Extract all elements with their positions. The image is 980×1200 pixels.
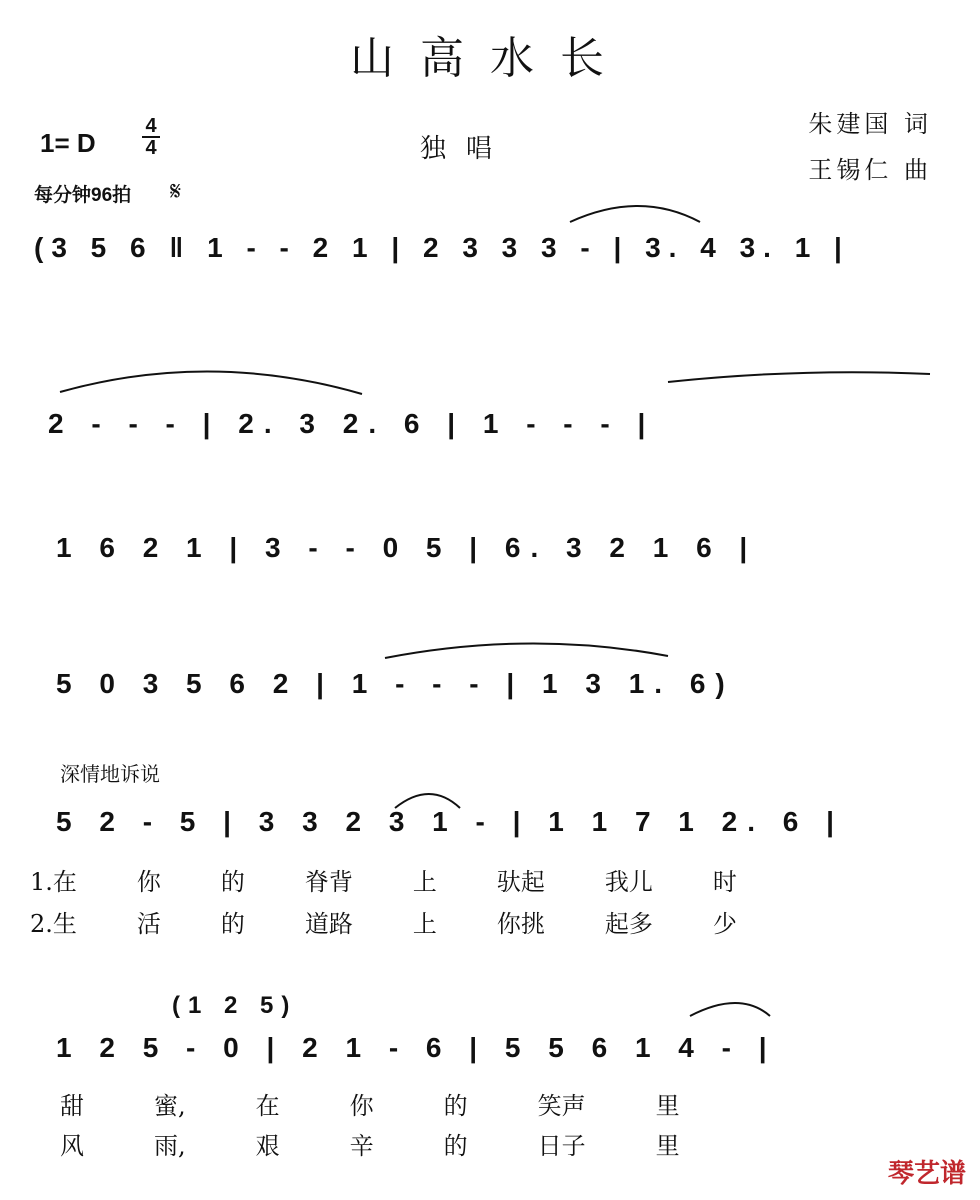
lyric: 辛 bbox=[349, 1132, 374, 1160]
lyric: 雨, bbox=[154, 1132, 186, 1160]
lyric: 蜜, bbox=[154, 1092, 186, 1120]
lyric: 1.在 bbox=[30, 868, 77, 896]
notation-row-4: 5 0 3 5 6 2 | 1 - - - | 1 3 1. 6) bbox=[56, 668, 735, 699]
lyric: 你挑 bbox=[496, 910, 545, 938]
lyric: 的 bbox=[443, 1132, 468, 1160]
lyric: 你 bbox=[349, 1092, 374, 1120]
site-watermark: 琴艺谱 bbox=[887, 1158, 966, 1188]
notation-row-5: 5 2 - 5 | 3 3 2 3 1 - | 1 1 7 1 2. 6 | bbox=[56, 806, 844, 837]
notation-row-6: 1 2 5 - 0 | 2 1 - 6 | 5 5 6 1 4 - | bbox=[56, 1032, 777, 1063]
lyric: 起多 bbox=[604, 910, 653, 938]
lyric: 脊背 bbox=[304, 868, 353, 896]
meter-bottom: 4 bbox=[142, 136, 160, 158]
lyrics-verse-1-b bbox=[60, 1086, 680, 1121]
lyric: 日子 bbox=[537, 1132, 586, 1160]
expression-mark: 深情地诉说 bbox=[60, 762, 160, 786]
lyric: 上 bbox=[412, 910, 437, 938]
notation-row-1: (3 5 6 ‖ 1 - - 2 1 | 2 3 3 3 - | 3. 4 3. 1 | bbox=[34, 232, 850, 263]
alternate-notes: (1 2 5) bbox=[172, 992, 298, 1019]
lyric: 活 bbox=[136, 910, 161, 938]
lyric: 的 bbox=[220, 868, 245, 896]
segno-icon: 𝄋 bbox=[170, 176, 182, 206]
lyric: 甜 bbox=[60, 1092, 84, 1120]
lyric: 你 bbox=[136, 868, 161, 896]
lyrics-verse-2 bbox=[30, 904, 737, 939]
composer-credit: 王锡仁 曲 bbox=[808, 156, 932, 184]
lyric: 驮起 bbox=[496, 868, 545, 896]
lyric: 里 bbox=[655, 1132, 680, 1160]
lyrics-verse-2-b bbox=[60, 1126, 680, 1161]
lyric: 上 bbox=[412, 868, 437, 896]
lyric: 艰 bbox=[255, 1132, 280, 1160]
meter-top: 4 bbox=[145, 115, 157, 137]
lyric: 风 bbox=[60, 1132, 84, 1160]
lyric: 的 bbox=[220, 910, 245, 938]
page-title: 山高水长 bbox=[350, 33, 630, 84]
lyric: 的 bbox=[443, 1092, 468, 1120]
lyric: 2.生 bbox=[30, 910, 77, 938]
lyric: 我儿 bbox=[604, 868, 653, 896]
key-signature: 1= D bbox=[40, 128, 96, 158]
lyric: 时 bbox=[712, 868, 737, 896]
lyricist-credit: 朱建国 词 bbox=[808, 110, 932, 138]
performance-style: 独唱 bbox=[420, 134, 513, 164]
notation-row-2: 2 - - - | 2. 3 2. 6 | 1 - - - | bbox=[48, 408, 656, 439]
notation-row-3: 1 6 2 1 | 3 - - 0 5 | 6. 3 2 1 6 | bbox=[56, 532, 758, 563]
lyric: 道路 bbox=[304, 910, 353, 938]
lyrics-verse-1 bbox=[30, 862, 737, 897]
lyric: 在 bbox=[255, 1092, 280, 1120]
lyric: 笑声 bbox=[537, 1092, 586, 1120]
tempo-marking: 每分钟96拍 bbox=[34, 185, 132, 206]
lyric: 少 bbox=[712, 910, 737, 938]
lyric: 里 bbox=[655, 1092, 680, 1120]
